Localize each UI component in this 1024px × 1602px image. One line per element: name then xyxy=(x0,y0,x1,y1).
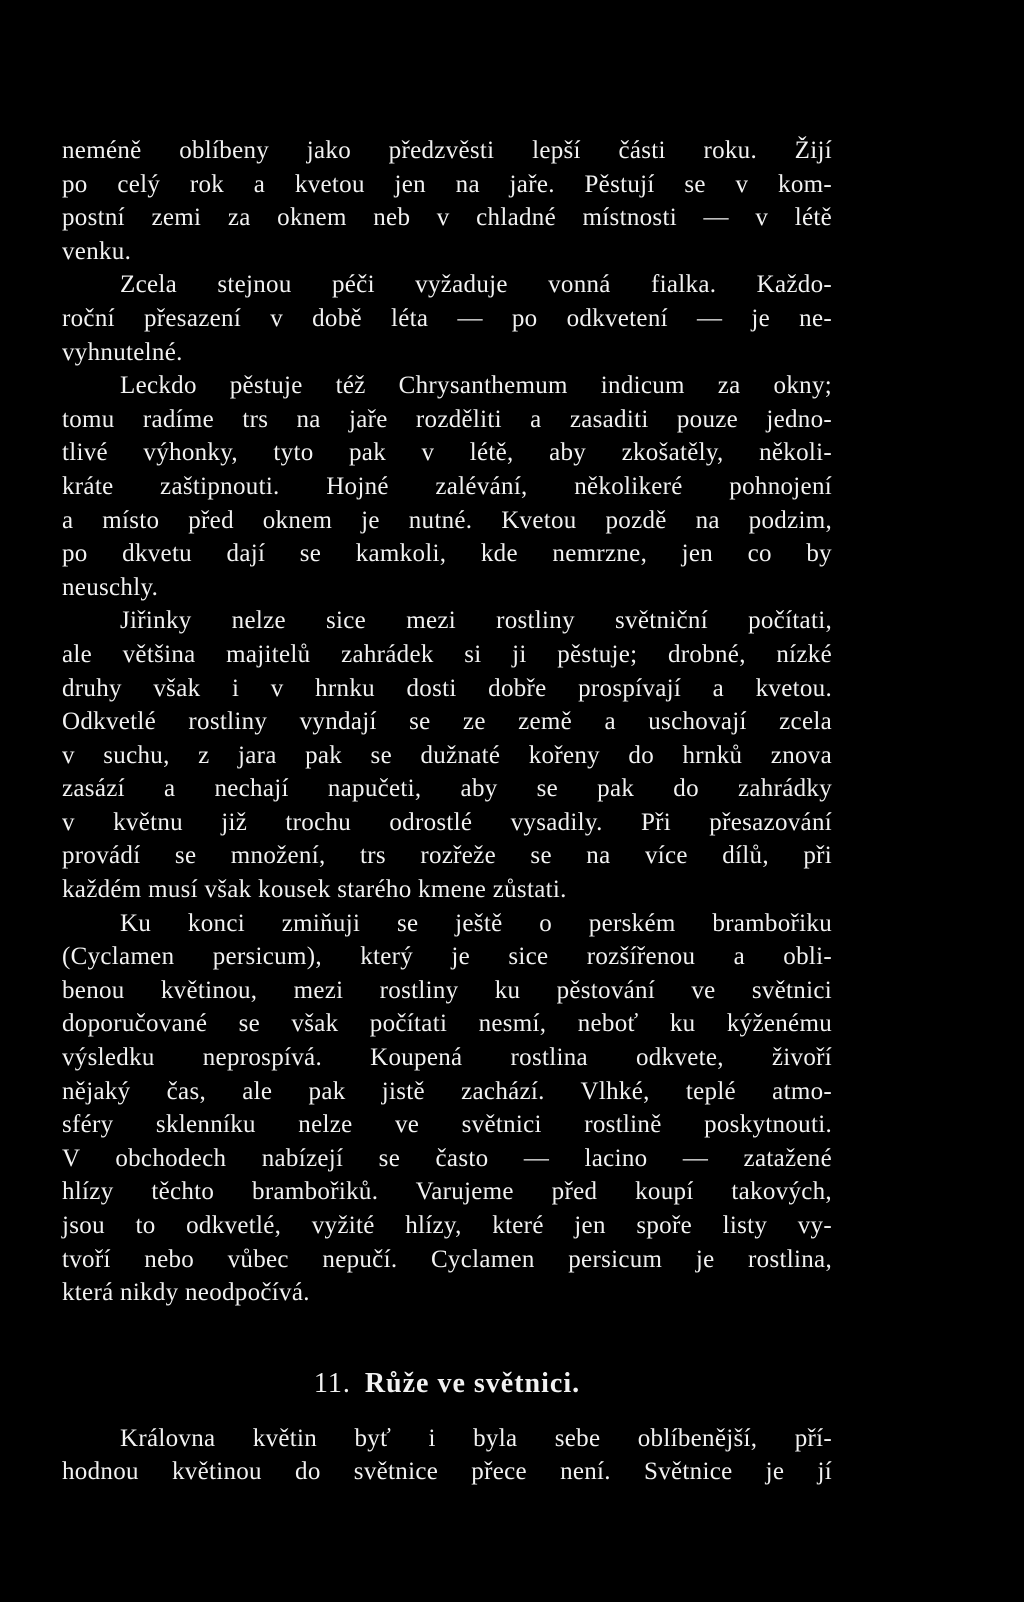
body-text-bottom xyxy=(62,1422,832,1489)
text-line: hodnou květinou do světnice přece není. Světnice je jí xyxy=(62,1458,832,1486)
text-line: a místo před oknem je nutné. Kvetou pozdě na podzim, xyxy=(62,506,832,534)
text-line: venku. xyxy=(62,237,132,265)
text-line: benou květinou, mezi rostliny ku pěstování ve světnici xyxy=(62,976,832,1004)
text-line: výsledku neprospívá. Koupená rostlina odkvete, živoří xyxy=(62,1044,832,1072)
text-line: hlízy těchto brambořiků. Varujeme před koupí takových, xyxy=(62,1178,832,1206)
text-line: zasází a nechají napučeti, aby se pak do zahrádky xyxy=(62,775,832,803)
text-line: roční přesazení v době léta — po odkvetení — je ne- xyxy=(62,304,832,332)
text-line: Odkvetlé rostliny vyndají se ze země a uschovají zcela xyxy=(62,708,832,736)
text-line: jsou to odkvetlé, vyžité hlízy, které jen spoře listy vy- xyxy=(62,1212,832,1239)
text-line: ale většina majitelů zahrádek si ji pěstuje; drobné, nízké xyxy=(62,640,832,668)
text-line: postní zemi za oknem neb v chladné místnosti — v létě xyxy=(62,204,832,232)
section-number: 11. xyxy=(313,1367,351,1399)
text-line: nějaký čas, ale pak jistě zachází. Vlhké, teplé atmo- xyxy=(62,1077,832,1105)
text-line: neuschly. xyxy=(62,573,159,601)
text-line: Zcela stejnou péči vyžaduje vonná fialka. Každo- xyxy=(120,271,832,299)
text-line: po dkvetu dají se kamkoli, kde nemrzne, jen co by xyxy=(62,540,832,568)
text-line: po celý rok a kvetou jen na jaře. Pěstují se v kom- xyxy=(62,170,832,198)
text-line: která nikdy neodpočívá. xyxy=(62,1279,310,1307)
text-line: tlivé výhonky, tyto pak v létě, aby zkošatěly, několi- xyxy=(62,439,832,467)
text-line: tomu radíme trs na jaře rozděliti a zasaditi pouze jedno- xyxy=(62,405,832,433)
text-line: Královna květin byť i byla sebe oblíbenější, pří- xyxy=(120,1424,832,1452)
body-text-top xyxy=(62,134,832,1310)
text-line: každém musí však kousek starého kmene zůstati. xyxy=(62,876,567,904)
text-line: Leckdo pěstuje též Chrysanthemum indicum za okny; xyxy=(120,372,832,400)
text-line: druhy však i v hrnku dosti dobře prospívají a kvetou. xyxy=(62,674,832,702)
text-line: Jiřinky nelze sice mezi rostliny světniční počítati, xyxy=(120,607,832,635)
text-line: sféry sklenníku nelze ve světnici rostlině poskytnouti. xyxy=(62,1111,832,1139)
section-heading xyxy=(62,1366,832,1402)
text-line: Ku konci zmiňuji se ještě o perském brambořiku xyxy=(120,909,832,937)
text-line: v suchu, z jara pak se dužnaté kořeny do hrnků znova xyxy=(62,741,832,769)
text-line: V obchodech nabízejí se často — lacino — zatažené xyxy=(62,1144,832,1172)
text-line: doporučované se však počítati nesmí, neboť ku kýženému xyxy=(62,1010,832,1038)
text-line: tvoří nebo vůbec nepučí. Cyclamen persicum je rostlina, xyxy=(62,1245,832,1273)
text-line: v květnu již trochu odrostlé vysadily. Při přesazování xyxy=(62,808,832,836)
section-title: Růže ve světnici. xyxy=(364,1367,581,1399)
text-line: neméně oblíbeny jako předzvěsti lepší části roku. Žijí xyxy=(62,137,832,164)
spacer xyxy=(62,1310,832,1366)
book-page xyxy=(62,134,832,1489)
text-line: provádí se množení, trs rozřeže se na více dílů, při xyxy=(62,842,832,870)
text-line: kráte zaštipnouti. Hojné zalévání, několikeré pohnojení xyxy=(62,472,832,500)
text-line: (Cyclamen persicum), který je sice rozšířenou a obli- xyxy=(62,943,832,971)
spacer xyxy=(62,1402,832,1422)
text-line: vyhnutelné. xyxy=(62,338,183,366)
